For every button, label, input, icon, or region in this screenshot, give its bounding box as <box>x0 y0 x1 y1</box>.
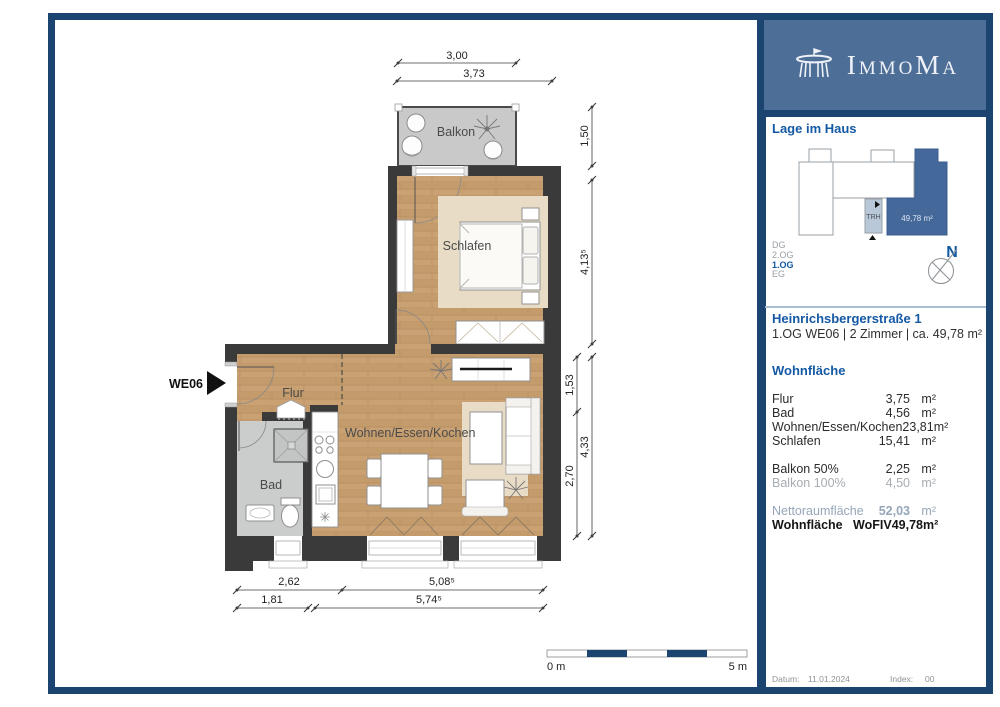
bedroom-wing <box>388 166 561 354</box>
compass-north-label: N <box>946 244 958 261</box>
entrance-arrow-icon <box>207 371 226 395</box>
entry-arrow-icon <box>869 235 876 240</box>
bath-window <box>269 536 307 568</box>
room-label-schlafen: Schlafen <box>442 239 492 253</box>
datum-value: 11.01.2024 <box>808 674 850 684</box>
logo-block <box>757 13 993 117</box>
washbasin <box>246 505 274 521</box>
dim-bottom-2: 5,08⁵ <box>429 576 455 588</box>
unit-tag: WE06 <box>168 377 203 391</box>
room-label-balkon: Balkon <box>436 125 476 139</box>
lamp-symbol <box>320 512 330 522</box>
balcony-post <box>512 104 519 111</box>
wardrobe-left <box>397 220 413 292</box>
kitchen-line <box>310 405 338 527</box>
balcony-chair <box>402 136 422 156</box>
potted-plant-icon <box>484 141 502 159</box>
room-label-bad: Bad <box>259 478 283 492</box>
unit-entrance-marker <box>169 371 226 395</box>
wall-step <box>225 561 253 571</box>
datum-label: Datum: <box>772 674 800 684</box>
compass-rose-icon <box>929 244 958 284</box>
dim-top-2: 3,73 <box>463 68 485 80</box>
lower-wing <box>225 310 561 571</box>
address-title: Heinrichsbergerstraße 1 <box>772 311 922 326</box>
dim-right-1: 1,50 <box>579 125 591 147</box>
area-table-row: Wohnen/Essen/Kochen 23,81 m² <box>772 420 949 434</box>
area-table-row: Bad 4,56 m² <box>772 406 936 420</box>
index-label: Index: <box>890 674 914 684</box>
location-section-title: Lage im Haus <box>772 121 857 136</box>
dim-right-2: 4,13⁵ <box>579 249 591 275</box>
double-bed <box>460 222 540 290</box>
floor-selector <box>772 241 794 280</box>
shower <box>274 429 308 462</box>
balcony <box>395 104 519 166</box>
scale-start: 0 m <box>547 661 566 673</box>
unit-area-label: 49,78 m² <box>901 214 933 223</box>
sideboard-tv <box>452 358 530 381</box>
scale-end: 5 m <box>728 661 747 673</box>
sofa <box>506 398 540 474</box>
dim-right-5: 2,70 <box>564 465 576 487</box>
room-label-wohnen: Wohnen/Essen/Kochen <box>345 426 476 440</box>
area-table-row: Flur 3,75 m² <box>772 392 936 406</box>
logo-background <box>764 20 986 110</box>
nightstand <box>522 292 539 304</box>
dim-right-4: 4,33 <box>579 436 591 458</box>
floor-item: DG <box>772 240 786 250</box>
brand-name: ImmoMa <box>846 49 960 80</box>
room-label-flur: Flur <box>282 386 304 400</box>
dim-right-3: 1,53 <box>564 374 576 396</box>
wardrobe-bottom <box>456 321 544 344</box>
scale-bar <box>547 650 747 673</box>
dim-top-1: 3,00 <box>446 50 468 62</box>
floor-item: EG <box>772 269 786 280</box>
dim-bottom-4: 5,74⁵ <box>416 594 442 606</box>
kitchen-sink <box>317 461 334 478</box>
area-table-row: Wohnfläche WoFIV 49,78 m² <box>772 518 939 532</box>
toilet <box>281 498 300 527</box>
areas-section-title: Wohnfläche <box>772 363 846 378</box>
building-location-map <box>788 140 966 290</box>
floor-item: 2.OG <box>772 249 794 260</box>
stairwell-label: TRH <box>866 214 881 221</box>
section-separator <box>765 306 986 308</box>
area-table-row: Balkon 50% 2,25 m² <box>772 462 936 476</box>
area-table-row: Schlafen 15,41 m² <box>772 434 936 448</box>
bridge-monument-icon <box>791 44 837 86</box>
floor-item-active: 1.OG <box>772 259 794 270</box>
dim-bottom-1: 2,62 <box>278 576 300 588</box>
armchair <box>462 480 508 516</box>
dim-bottom-3: 1,81 <box>261 594 283 606</box>
nightstand <box>522 208 539 220</box>
index-value: 00 <box>925 674 935 684</box>
oven <box>316 485 335 504</box>
area-table-row: Balkon 100% 4,50 m² <box>772 476 936 490</box>
balcony-post <box>395 104 402 111</box>
unit-summary: 1.OG WE06 | 2 Zimmer | ca. 49,78 m² <box>772 327 983 341</box>
area-table-row: Nettoraumfläche 52,03 m² <box>772 504 936 518</box>
balcony-chair <box>407 114 425 132</box>
